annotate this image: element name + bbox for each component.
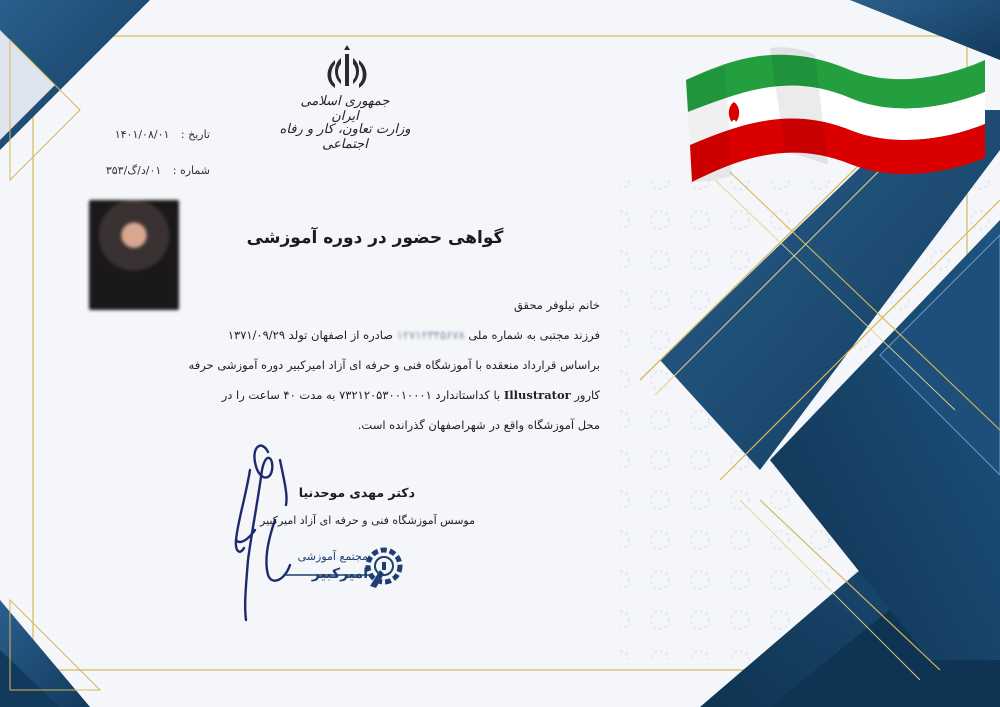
- ministry-name: وزارت تعاون، کار و رفاه اجتماعی: [279, 122, 411, 152]
- certificate-body: [80, 290, 600, 440]
- certificate-title: گواهی حضور در دوره آموزشی: [246, 228, 504, 248]
- logo-line-2: امیرکبیر: [311, 566, 368, 582]
- body-line-2: براساس قرارداد منعقده با آموزشگاه فنی و حرفه ای آزاد امیرکبیر دوره آموزشی حرفه: [188, 358, 600, 372]
- date-row: [60, 128, 210, 141]
- date-value: ۱۴۰۱/۰۸/۰۱: [114, 128, 170, 141]
- body-line-3: کارور Illustrator با کداستاندارد ۷۳۲۱۲۰۵۳۰۰۱۰۰۰۱ به مدت ۴۰ ساعت را در: [221, 388, 600, 402]
- signer-name: دکتر مهدی موحدنیا: [298, 485, 415, 500]
- date-label: تاریخ :: [180, 128, 210, 141]
- body-line-1: فرزند مجتبی به شماره ملی ۱۲۷۱۲۳۴۵۶۷۸ صادره از اصفهان تولد ۱۳۷۱/۰۹/۲۹: [227, 328, 600, 342]
- course-name: Illustrator: [503, 388, 571, 402]
- number-value: ۰۱/د/گ/۳۵۳: [105, 164, 162, 177]
- number-label: شماره :: [172, 164, 210, 177]
- country-name: جمهوری اسلامی ایران: [300, 94, 390, 124]
- recipient-name: خانم نیلوفر محقق: [513, 298, 600, 312]
- signer-organization: موسس آموزشگاه فنی و حرفه ای آزاد امیرکبیر: [260, 514, 475, 527]
- national-id: ۱۲۷۱۲۳۴۵۶۷۸: [396, 328, 465, 342]
- logo-line-1: مجتمع آموزشی: [297, 550, 368, 563]
- number-row: [60, 164, 210, 177]
- body-line-4: محل آموزشگاه واقع در شهراصفهان گذرانده است.: [357, 418, 600, 432]
